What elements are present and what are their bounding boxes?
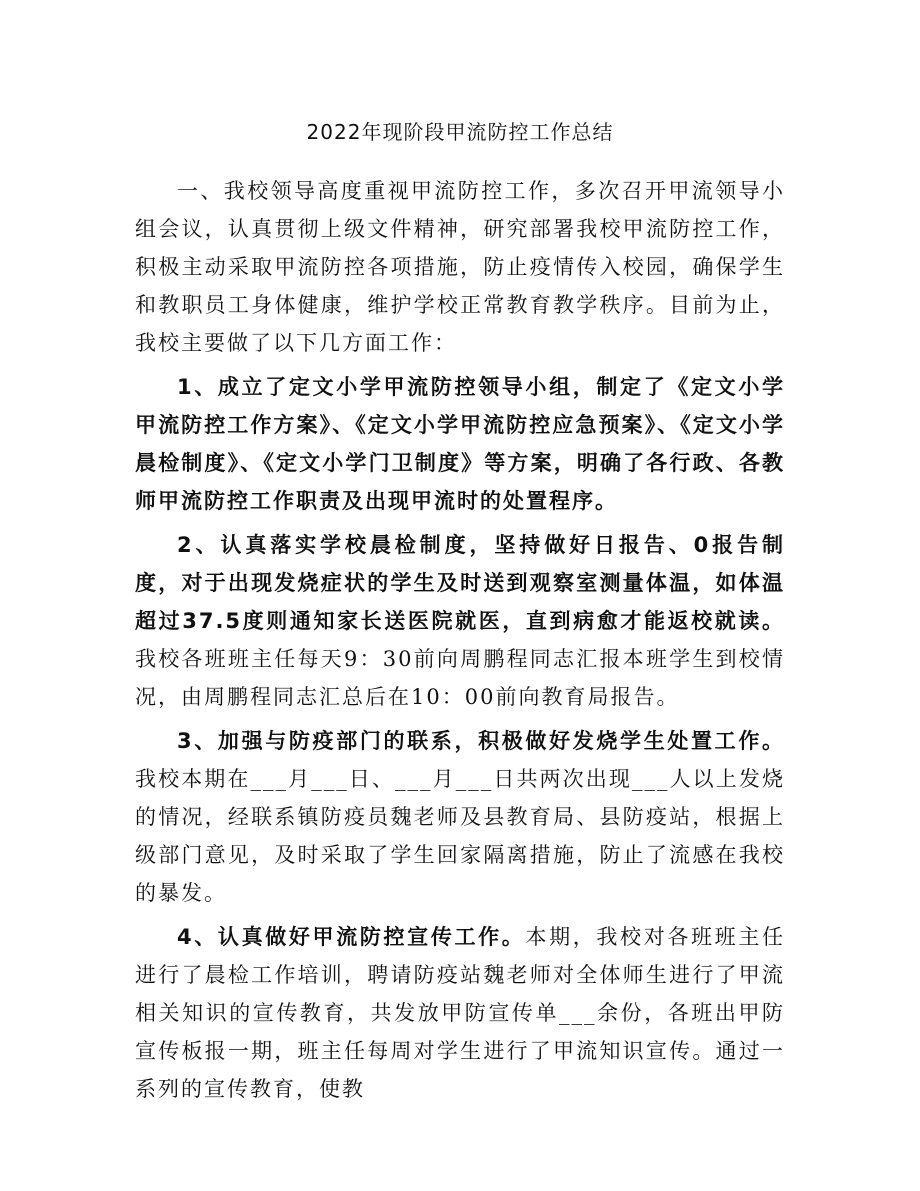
paragraph-body: 我校各班班主任每天9：30前向周鹏程同志汇报本班学生到校情况，由周鹏程同志汇总后在10：00前向教育局报告。 — [135, 647, 785, 709]
paragraph-item-2 — [135, 526, 785, 716]
paragraph-intro — [135, 172, 785, 362]
paragraph-item-4 — [135, 918, 785, 1108]
paragraph-lead: 2、认真落实学校晨检制度，坚持做好日报告、0报告制度，对于出现发烧症状的学生及时送到观察室测量体温，如体温超过37.5度则通知家长送医院就医，直到病愈才能返校就读。 — [135, 533, 785, 633]
paragraph-item-1 — [135, 368, 785, 520]
paragraph-body: 我校本期在___月___日、___月___日共两次出现___人以上发烧的情况，经联系镇防疫员魏老师及县教育局、县防疫站，根据上级部门意见，及时采取了学生回家隔离措施，防止了流感在我校的暴发。 — [135, 767, 785, 905]
paragraph-body: 本期，我校对各班班主任进行了晨检工作培训，聘请防疫站魏老师对全体师生进行了甲流相关知识的宣传教育，共发放甲防宣传单___余份，各班出甲防宣传板报一期，班主任每周对学生进行了甲流知识宣传。通过一系列的宣传教育，使教 — [135, 925, 785, 1101]
paragraph-body: 一、我校领导高度重视甲流防控工作，多次召开甲流领导小组会议，认真贯彻上级文件精神，研究部署我校甲流防控工作，积极主动采取甲流防控各项措施，防止疫情传入校园，确保学生和教职员工身体健康，维护学校正常教育教学秩序。目前为止，我校主要做了以下几方面工作： — [135, 179, 785, 355]
paragraph-item-3 — [135, 722, 785, 912]
paragraph-lead: 1、成立了定文小学甲流防控领导小组，制定了《定文小学甲流防控工作方案》、《定文小学甲流防控应急预案》、《定文小学晨检制度》、《定文小学门卫制度》等方案，明确了各行政、各教师甲流防控工作职责及出现甲流时的处置程序。 — [135, 375, 785, 513]
paragraph-lead: 4、认真做好甲流防控宣传工作。 — [177, 925, 526, 949]
document-title: 2022年现阶段甲流防控工作总结 — [306, 120, 614, 144]
paragraph-lead: 3、加强与防疫部门的联系，积极做好发烧学生处置工作。 — [177, 729, 785, 753]
